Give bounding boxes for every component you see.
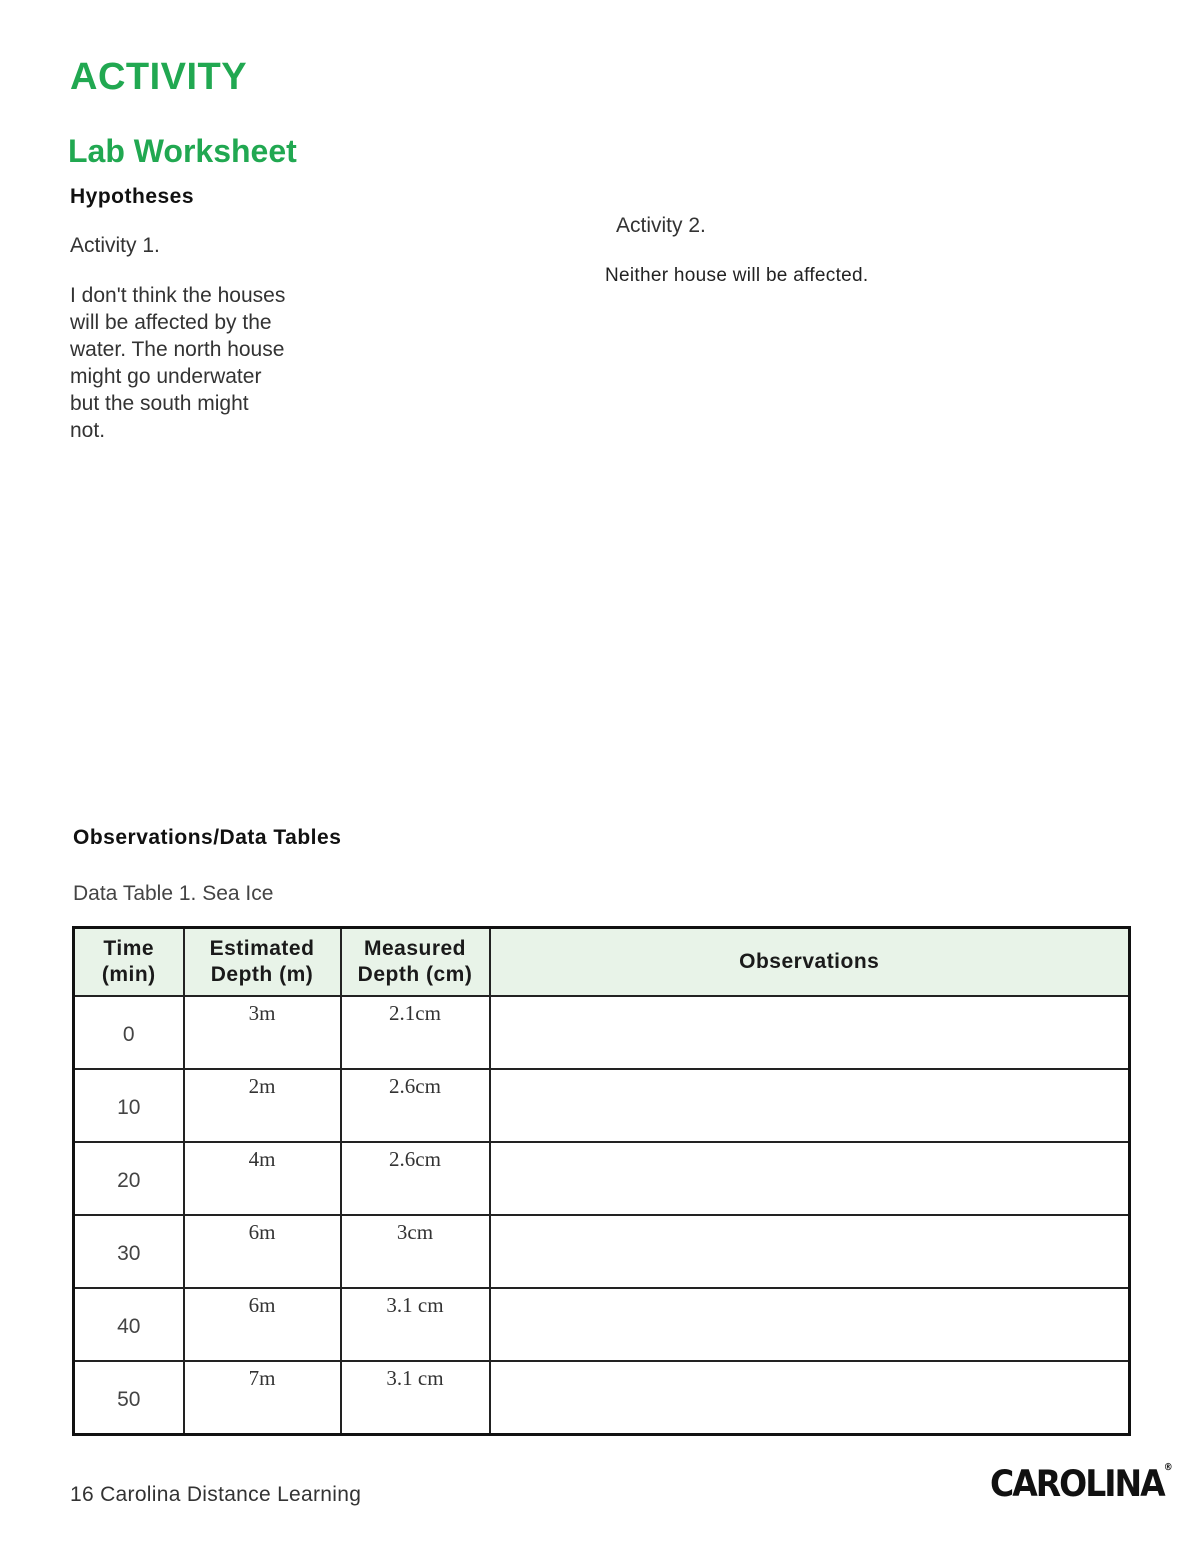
measured-depth-cell: 2.6cm [341,1069,490,1142]
table-row [74,1215,1130,1288]
time-cell: 50 [74,1361,184,1435]
activity1-label: Activity 1. [70,234,160,257]
time-cell: 30 [74,1215,184,1288]
estimated-depth-cell: 2m [184,1069,341,1142]
table-header-row [74,928,1130,997]
time-cell: 0 [74,996,184,1069]
activity2-hypothesis-text: Neither house will be affected. [605,265,869,286]
hypotheses-heading: Hypotheses [70,185,195,208]
table-row [74,1288,1130,1361]
observations-cell [490,1142,1130,1215]
observations-heading: Observations/Data Tables [73,826,342,849]
carolina-logo [990,1462,1173,1505]
column-header-observations: Observations [490,928,1130,997]
measured-depth-cell: 3.1 cm [341,1288,490,1361]
activity1-hypothesis-text: I don't think the houses will be affected by the water. The north house might go underwater but the south might not. [70,284,286,442]
measured-depth-cell: 2.6cm [341,1142,490,1215]
table-row [74,1361,1130,1435]
table-row [74,1069,1130,1142]
sea-ice-data-table [72,926,1131,1436]
table-caption: Data Table 1. Sea Ice [73,882,274,905]
measured-depth-cell: 3cm [341,1215,490,1288]
table-row [74,1142,1130,1215]
activity-title: ACTIVITY [70,56,248,98]
observations-cell [490,1215,1130,1288]
column-header-estimated-depth: Estimated Depth (m) [184,928,341,997]
measured-depth-cell: 2.1cm [341,996,490,1069]
estimated-depth-cell: 3m [184,996,341,1069]
measured-depth-cell: 3.1 cm [341,1361,490,1435]
observations-cell [490,1069,1130,1142]
observations-cell [490,996,1130,1069]
time-cell: 20 [74,1142,184,1215]
column-header-measured-depth: Measured Depth (cm) [341,928,490,997]
estimated-depth-cell: 6m [184,1215,341,1288]
estimated-depth-cell: 7m [184,1361,341,1435]
time-cell: 40 [74,1288,184,1361]
time-cell: 10 [74,1069,184,1142]
table-row [74,996,1130,1069]
activity2-label: Activity 2. [616,214,706,237]
column-header-time: Time (min) [74,928,184,997]
logo-registered-mark: ® [1163,1462,1173,1474]
worksheet-title: Lab Worksheet [68,133,297,169]
logo-wordmark: CAROLINA [990,1462,1164,1505]
observations-cell [490,1361,1130,1435]
estimated-depth-cell: 4m [184,1142,341,1215]
footer-page-label: 16 Carolina Distance Learning [70,1483,362,1506]
estimated-depth-cell: 6m [184,1288,341,1361]
observations-cell [490,1288,1130,1361]
